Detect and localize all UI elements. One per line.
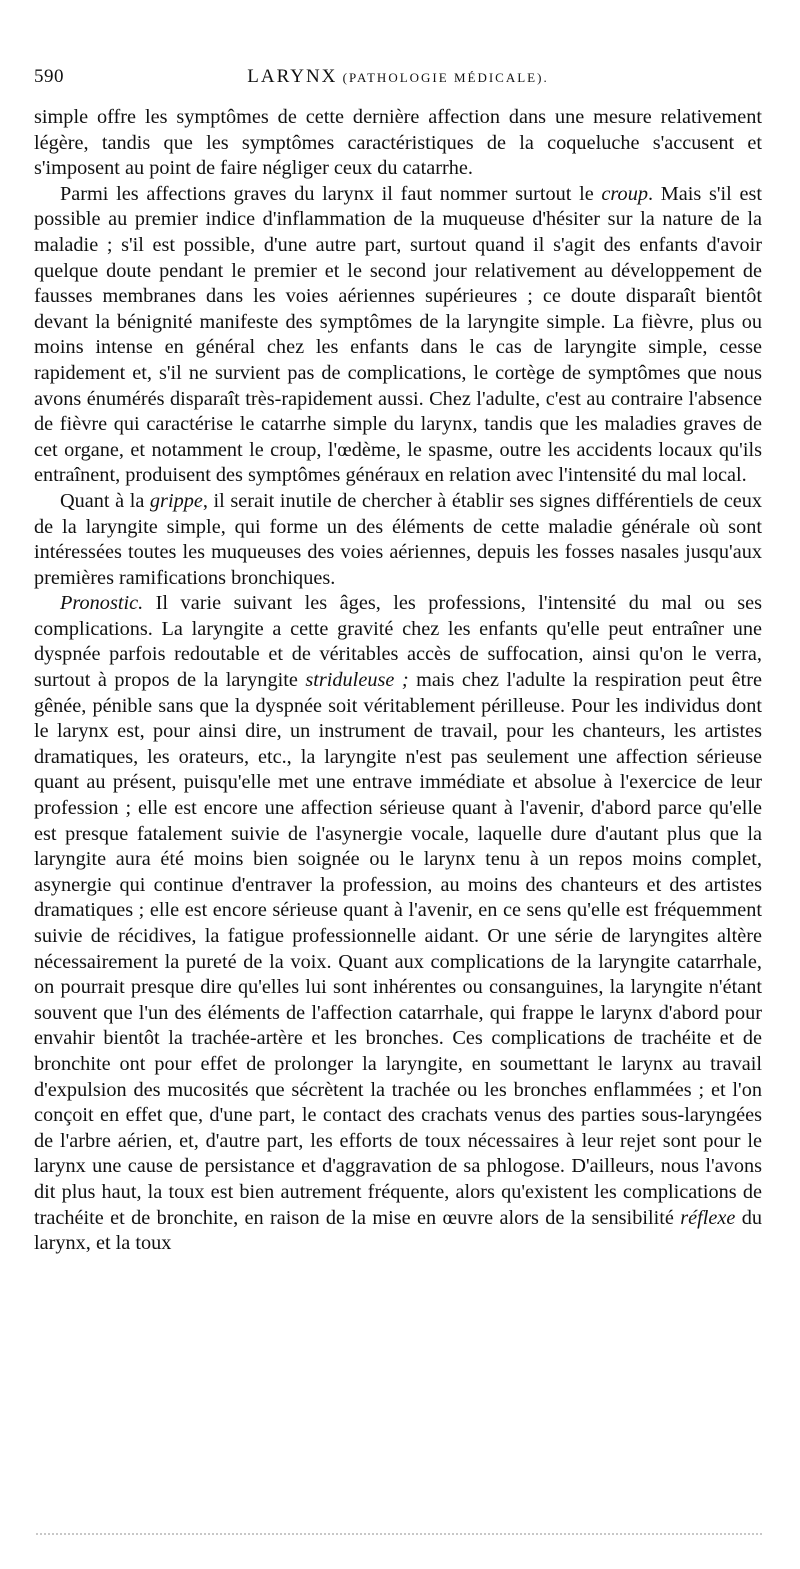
running-head: [34, 66, 762, 98]
running-title: [34, 66, 762, 88]
reflexe-term: réflexe: [680, 1206, 736, 1229]
paragraph-grippe-text-b: , il serait inutile de chercher à établir ses signes différentiels de ceux de la laryngite simple, qui forme un des éléments de cette maladie générale où sont intéressées toutes les muqueuses des voies aériennes, depuis les fosses nasales jusqu'aux premières ramifications bronchiques.: [34, 489, 762, 589]
paragraph-croup-text-b: . Mais s'il est possible au premier indice d'inflammation de la muqueuse d'hésiter sur la nature de la maladie ; s'il est possible, d'une autre part, surtout quand il s'agit des enfants d'avoir quelque doute pendant le premier et le second jour relativement au développement de fausses membranes dans les voies aériennes supérieures ; ce doute disparaît bientôt devant la bénignité manifeste des symptômes de la laryngite simple. La fièvre, plus ou moins intense en général chez les enfants dans le cas de laryngite simple, cesse rapidement et, s'il ne survient pas de complications, le cortège de symptômes que nous avons énumérés disparaît très-rapidement aussi. Chez l'adulte, c'est au contraire l'absence de fièvre qui caractérise le catarrhe simple du larynx, tandis que les maladies graves de cet organe, et notamment le croup, l'œdème, le spasme, outre les accidents locaux qu'ils entraînent, produisent des symptômes généraux en relation avec l'intensité du mal local.: [34, 182, 762, 487]
paragraph-pronostic-text-c: du larynx, et la toux: [34, 1206, 762, 1255]
grippe-term: grippe: [149, 489, 203, 512]
bottom-bleed-through-rule: [36, 1533, 762, 1535]
paragraph-pronostic: [34, 591, 762, 1256]
paragraph-grippe: [34, 489, 762, 591]
pronostic-heading: Pronostic.: [60, 592, 144, 615]
paragraph-pronostic-text-a: Il varie suivant les âges, les professions, l'intensité du mal ou ses complications. La laryngite a cette gravité chez les enfants qu'elle peut entraîner une dyspnée parfois redoutable et de véritables accès de suffocation, ainsi qu'on le verra, surtout à propos de la laryngite: [34, 592, 762, 692]
paragraph-croup: [34, 182, 762, 489]
paragraph-croup-text-a: Parmi les affections graves du larynx il faut nommer surtout le: [60, 182, 602, 205]
running-title-open: (: [337, 70, 349, 85]
page-number: 590: [34, 66, 64, 87]
paragraph-grippe-text-a: Quant à la: [60, 489, 150, 512]
running-title-sub: PATHOLOGIE MÉDICALE: [349, 70, 538, 85]
running-title-close: ).: [537, 70, 549, 85]
body-text: [34, 105, 762, 1257]
paragraph-continuation: simple offre les symptômes de cette dernière affection dans une mesure relativement légère, tandis que les symptômes caractéristiques de la coqueluche s'accusent et s'imposent au point de faire négliger ceux du catarrhe.: [34, 106, 762, 180]
croup-term: croup: [601, 182, 648, 205]
striduleuse-term: striduleuse ;: [305, 669, 409, 692]
running-title-main: LARYNX: [247, 66, 338, 87]
paragraph-pronostic-text-b: mais chez l'adulte la respiration peut être gênée, pénible sans que la dyspnée soit véritablement périlleuse. Pour les individus dont le larynx est, pour ainsi dire, un instrument de travail, pour les chanteurs, les artistes dramatiques, les orateurs, etc., la laryngite n'est pas seulement une affection sérieuse quant au présent, puisqu'elle met une entrave immédiate et absolue à l'exercice de leur profession ; elle est encore une affection sérieuse quant à l'avenir, d'abord parce qu'elle est presque fatalement suivie de l'asynergie vocale, laquelle dure d'autant plus que la laryngite aura été moins bien soignée ou le larynx tenu à un repos moins complet, asynergie qui continue d'entraver la profession, au moins des chanteurs et des artistes dramatiques ; elle est encore sérieuse quant à l'avenir, en ce sens qu'elle est fréquemment suivie de récidives, la fatigue professionnelle aidant. Or une série de laryngites altère nécessairement la pureté de la voix. Quant aux complications de la laryngite catarrhale, on pourrait presque dire qu'elles lui sont inhérentes ou consanguines, la laryngite n'étant souvent que l'un des éléments de l'affection catarrhale, qui frappe le larynx d'abord pour envahir bientôt la trachée-artère et les bronches. Ces complications de trachéite et de bronchite ont pour effet de prolonger la laryngite, en soumettant le larynx au travail d'expulsion des mucosités que sécrètent la trachée ou les bronches enflammées ; et l'on conçoit en effet que, d'une part, le contact des crachats venus des parties sous-laryngées de l'arbre aérien, et, d'autre part, les efforts de toux nécessaires à leur rejet sont pour le larynx une cause de persistance et d'aggravation de sa phlogose. D'ailleurs, nous l'avons dit plus haut, la toux est bien autrement fréquente, alors qu'existent les complications de trachéite et de bronchite, en raison de la mise en œuvre alors de la sensibilité: [34, 669, 762, 1229]
